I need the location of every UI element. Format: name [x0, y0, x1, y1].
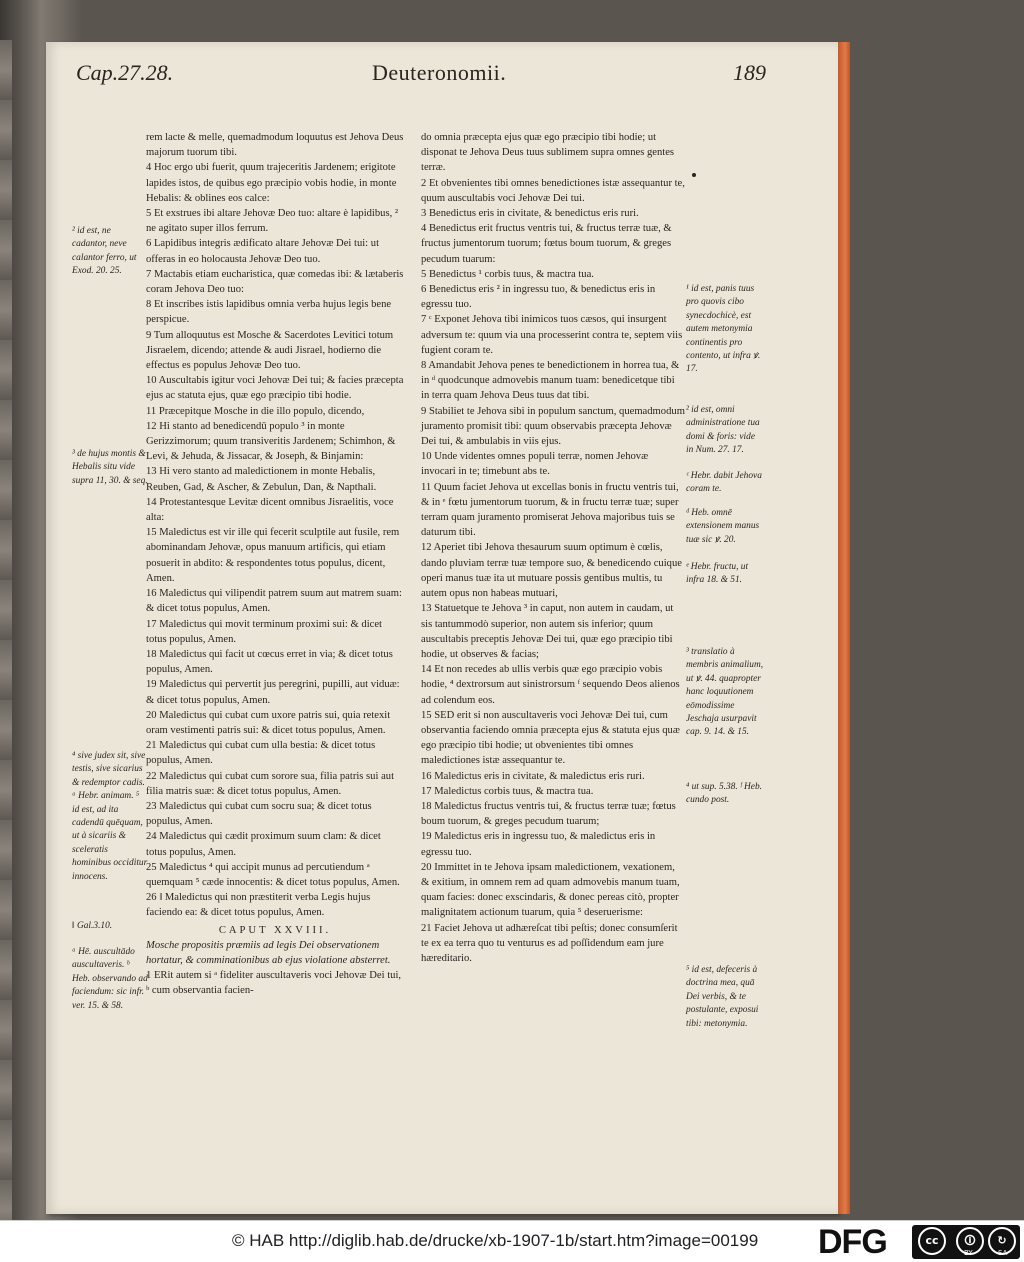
attribution-link[interactable]: © HAB http://diglib.hab.de/drucke/xb-1907-1b/start.htm?image=00199 [232, 1231, 759, 1250]
license-badge[interactable] [912, 1225, 1020, 1259]
verse: 19 Maledictus qui pervertit jus peregrini, pupilli, aut viduæ: & dicet totus populus, Amen. [146, 679, 400, 706]
chapter-argument: Mosche propositis præmiis ad legis Dei observationem hortatur, & comminationibus ab ejus violatione absterret. [146, 939, 391, 966]
verse: 26 ‖ Maledictus qui non præstiterit verba Legis hujus faciendo ea: & dicet totus populus, Amen. [146, 892, 371, 919]
verse: do omnia præcepta ejus quæ ego præcipio tibi hodie; ut disponat te Jehova Deus tuus sublimem supra omnes gentes terræ. [421, 132, 675, 174]
verse: 7 Mactabis etiam eucharistica, quæ comedas ibi: & lætaberis coram Jehova Deo tuo: [146, 268, 404, 296]
verse: 8 Amandabit Jehova penes te benedictionem in horrea tua, & in ᵈ quodcunque admovebis manum tuam: benedicetque tibi in terra quam Jehova Deus tuus dat tibi. [421, 360, 680, 402]
book-binding [0, 40, 12, 1220]
verse: 20 Immittet in te Jehova ipsam maledictionem, vexationem, & exitium, in omnem rem ad quam admovebis manum tuam, quam facies: donec exscindaris, & donec pereas citò, propter malignitatem actionum tuarum, quia ⁵ deseruerisme: [421, 861, 680, 919]
right-text-column [421, 130, 685, 966]
verse: 14 Protestantesque Levitæ dicent omnibus Jisraelitis, voce alta: [146, 496, 394, 524]
margin-note: ⁵ id est, defeceris à doctrina mea, quā Dei verbis, & te postulante, exposui tibi: metonymia. [686, 965, 759, 1029]
verse: 21 Faciet Jehova ut adhæreſcat tibi peſtis; donec consumſerit te ex ea terra quo tu venturus es ad poſſidendum eam jure hæreditario. [421, 922, 678, 964]
by-label: BY [964, 1249, 973, 1257]
verse: 5 Et exstrues ibi altare Jehovæ Deo tuo: altare è lapidibus, ² ne agitato super illos ferrum. [146, 208, 399, 235]
book-title: Deuteronomii. [372, 60, 507, 85]
margin-note: ³ translatio à membris animalium, ut ꝟ. 44. quapropter hanc loquutionem eōmodissime Jeschaja usurpavit cap. 9. 14. & 15. [686, 647, 764, 738]
verse: 12 Aperiet tibi Jehova thesaurum suum optimum è cœlis, dando pluviam terræ tuæ tempore suo, & benedicendo cuique operi manus tuæ ita ut mutuare possis gentibus multis, tu autem opus non habeas mutuari, [421, 542, 682, 600]
margin-note: ⁴ sive judex sit, sive testis, sive sicarius & redemptor cadis. ᵃ Hebr. animam. ⁵ id est, ad ita cadendū quēquam, ut à sicariis & sceleratis hominibus occiditur innocens. [72, 751, 148, 882]
verse: 11 Præcepitque Mosche in die illo populo, dicendo, [146, 405, 365, 417]
verse: 13 Statuetque te Jehova ³ in caput, non autem in caudam, ut sis tantummodò superior, non autem sis inferior; quum auscultabis preceptis Jehovæ Dei tui, quæ ego præcipio tibi hodie, ut observes & facias; [421, 603, 674, 660]
dfg-logo: DFG [818, 1223, 887, 1261]
page-number: 189 [733, 60, 766, 85]
left-text-column [146, 130, 404, 999]
verse: 2 Et obvenientes tibi omnes benedictiones istæ assequantur te, quum auscultabis voci Jehovæ Dei tui. [421, 177, 685, 204]
verse: 4 Benedictus erit fructus ventris tui, & fructus terræ tuæ, & fructus jumentorum tuorum; fœtus boum tuorum, & greges pecudum tuarum: [421, 223, 672, 265]
verse: 23 Maledictus qui cubat cum socru sua; & dicet totus populus, Amen. [146, 800, 372, 828]
verse: 10 Auscultabis igitur voci Jehovæ Dei tui; & facies præcepta ejus ac statuta ejus, quæ ego præcipio tibi hodie. [146, 375, 404, 402]
verse: 7 ᶜ Exponet Jehova tibi inimicos tuos cæsos, qui insurgent adversum te: quum via una processerint contra te, septem viis fugient coram te. [421, 314, 683, 356]
verse: 8 Et inscribes istis lapidibus omnia verba hujus legis bene perspicue. [146, 299, 392, 326]
verse: 17 Maledictus corbis tuus, & mactra tua. [421, 785, 594, 797]
verse: 15 SED erit si non auscultaveris voci Jehovæ Dei tui, cum observantia faciendo omnia præcepta ejus & statuta ejus quæ ego præcipio tibi hodie; ut obvenientes tibi omnes maledictiones istæ assequantur te. [421, 709, 680, 767]
margin-dot [692, 173, 696, 177]
page-edge [838, 42, 850, 1214]
margin-note: ᵃ Hē. auscultādo auscultaveris. ᵇ Heb. observando ad faciendum: sic infr. ver. 15. & 58. [72, 947, 148, 1011]
verse: 4 Hoc ergo ubi fuerit, quum trajeceritis Jardenem; erigitote lapides istos, de quibus ego præcipio vobis hodie, in monte Hebalis: & oblines eos calce: [146, 162, 397, 204]
sa-icon: ↻ [988, 1227, 1016, 1255]
sa-label: SA [998, 1249, 1008, 1257]
verse: 24 Maledictus qui cædit proximum suum clam: & dicet totus populus, Amen. [146, 831, 381, 858]
verse: 18 Maledictus fructus ventris tui, & fructus terræ tuæ; fœtus boum tuorum, & greges pecudum tuarum; [421, 800, 676, 828]
verse: 11 Quum faciet Jehova ut excellas bonis in fructu ventris tui, & in ᵉ fœtu jumentorum tuorum, & in fructu terræ tuæ; super terram quam juramento promiserat Jehova majoribus tuis se daturum tibi. [421, 481, 679, 539]
verse: 10 Unde videntes omnes populi terræ, nomen Jehovæ invocari in te; timebunt abs te. [421, 451, 649, 478]
margin-note: ² id est, ne cadantor, neve calantor ferro, ut Exod. 20. 25. [72, 226, 137, 277]
verse: 6 Benedictus eris ² in ingressu tuo, & benedictus eris in egressu tuo. [421, 284, 656, 311]
margin-note: ¹ id est, panis tuus pro quovis cibo synecdochicè, est autem metonymia continentis pro contento, ut infra ꝟ. 17. [686, 284, 761, 375]
verse: 3 Benedictus eris in civitate, & benedictus eris ruri. [421, 208, 639, 220]
margin-note: ‖ Gal.3.10. [72, 921, 113, 931]
verse: 5 Benedictus ¹ corbis tuus, & mactra tua. [421, 268, 594, 280]
verse: 9 Stabiliet te Jehova sibi in populum sanctum, quemadmodum juramento promisit tibi: quum observabis præcepta Jehovæ Dei tui, & ambulabis in viis ejus. [421, 405, 685, 448]
verse: 25 Maledictus ⁴ qui accipit munus ad percutiendum ᵃ quemquam ⁵ cæde innocentis: & dicet totus populus, Amen. [146, 861, 400, 888]
verse: 12 Hi stanto ad benedicendū populo ³ in monte Gerizzimorum; quum transiveritis Jardenem; Schimhon, & Levi, & Jehuda, & Jissacar, & Joseph, & Binjamin: [146, 420, 396, 463]
by-icon: 🛈 [956, 1227, 984, 1255]
verse: 6 Lapidibus integris ædificato altare Jehovæ Dei tui: ut offeras in eo holocausta Jehovæ Deo tuo. [146, 238, 380, 265]
margin-note: ᵈ Heb. omnē extensionem manus tuæ sic ꝟ. 20. [686, 508, 760, 545]
margin-note: ᶜ Hebr. dabit Jehova coram te. [686, 471, 762, 495]
verse: 1 ERit autem si ᵃ fideliter auscultaveris voci Jehovæ Dei tui, ᵇ cum observantia facien- [146, 970, 402, 997]
verse: 22 Maledictus qui cubat cum sorore sua, filia patris sui aut filia matris suæ: & dicet totus populus, Amen. [146, 770, 395, 797]
verse: 21 Maledictus qui cubat cum ulla bestia: & dicet totus populus, Amen. [146, 740, 376, 767]
verse: 16 Maledictus eris in civitate, & maledictus eris ruri. [421, 770, 645, 782]
verse: 18 Maledictus qui facit ut cœcus erret in via; & dicet totus populus, Amen. [146, 648, 393, 676]
verse: 19 Maledictus eris in ingressu tuo, & maledictus eris in egressu tuo. [421, 831, 656, 858]
verse: 16 Maledictus qui vilipendit patrem suum aut matrem suam: & dicet totus populus, Amen. [146, 588, 402, 615]
margin-note: ³ de hujus montis & Hebalis situ vide supra 11, 30. & seq. [72, 449, 148, 486]
verse: 17 Maledictus qui movit terminum proximi sui: & dicet totus populus, Amen. [146, 618, 382, 645]
cc-icon: cc [918, 1227, 946, 1255]
verse: 20 Maledictus qui cubat cum uxore patris sui, quia retexit oram vestimenti patris sui: & dicet totus populus, Amen. [146, 709, 391, 736]
margin-note: ² id est, omni administratione tua domi & foris: vide in Num. 27. 17. [686, 405, 760, 456]
verse: 13 Hi vero stanto ad maledictionem in monte Hebalis, Reuben, Gad, & Ascher, & Zebulun, Dan, & Napthali. [146, 466, 377, 493]
verse: 9 Tum alloquutus est Mosche & Sacerdotes Levitici totum Jisraelem, dicendo; attende & audi Jisrael, hodierno die effectus es populus Jehovæ Deo tuo. [146, 329, 394, 372]
chapter-label: Cap.27.28. [76, 60, 174, 85]
footer-bar [0, 1220, 1024, 1262]
page-header [76, 60, 766, 94]
verse: rem lacte & melle, quemadmodum loquutus est Jehova Deus majorum tuorum tibi. [146, 132, 404, 159]
margin-note: ⁴ ut sup. 5.38. ᶠ Heb. cundo post. [686, 782, 762, 806]
verse: 15 Maledictus est vir ille qui fecerit sculptile aut fusile, rem abominandam Jehovæ, opus manuum artificis, qui etiam posuerit in abdito: & respondentes totus populus, dicent, Amen. [146, 527, 400, 584]
margin-note: ᵉ Hebr. fructu, ut infra 18. & 51. [686, 562, 749, 586]
verse: 14 Et non recedes ab ullis verbis quæ ego præcipio vobis hodie, ⁴ dextrorsum aut sinistrorsum ᶠ sequendo Deos alienos ad colendum eos. [421, 664, 680, 706]
chapter-heading: CAPUT XXVIII. [218, 924, 332, 936]
